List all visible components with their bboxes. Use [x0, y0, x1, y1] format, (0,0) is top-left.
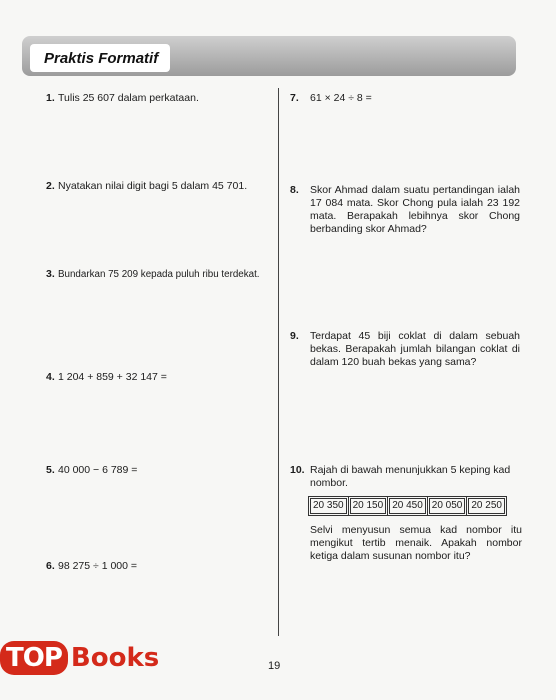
- question-9: [290, 330, 520, 369]
- question-3: [46, 268, 274, 281]
- number-card: 20 150: [350, 498, 387, 514]
- number-card: 20 050: [429, 498, 466, 514]
- column-divider: [278, 88, 279, 636]
- question-number: 8.: [290, 184, 299, 196]
- question-7: [290, 92, 512, 105]
- question-text: Rajah di bawah menunjukkan 5 keping kad nombor.: [310, 464, 511, 489]
- section-title: Praktis Formatif: [30, 44, 170, 72]
- number-card: 20 450: [389, 498, 426, 514]
- question-number: 10.: [290, 464, 305, 476]
- question-number: 2.: [46, 180, 55, 192]
- watermark-logo: [0, 636, 176, 680]
- question-number: 6.: [46, 560, 55, 572]
- question-number: 3.: [46, 268, 55, 280]
- number-card: 20 350: [310, 498, 347, 514]
- question-text: 1 204 + 859 + 32 147 =: [58, 371, 167, 383]
- question-10: [290, 464, 522, 563]
- question-text: 61 × 24 ÷ 8 =: [310, 92, 372, 104]
- question-8: [290, 184, 520, 236]
- question-text: 98 275 ÷ 1 000 =: [58, 560, 138, 572]
- page-number: 19: [268, 660, 281, 672]
- question-2: [46, 180, 268, 193]
- question-text-continued: Selvi menyusun semua kad nombor itu mengikut tertib menaik. Apakah nombor ketiga dalam susunan nombor itu?: [310, 524, 522, 562]
- number-cards: [310, 498, 522, 514]
- logo-books: Books: [70, 643, 160, 673]
- question-text: Terdapat 45 biji coklat di dalam sebuah bekas. Berapakah jumlah bilangan coklat di dalam 120 buah bekas yang sama?: [310, 330, 520, 368]
- question-number: 7.: [290, 92, 299, 104]
- question-text: Tulis 25 607 dalam perkataan.: [58, 92, 199, 104]
- question-text: Nyatakan nilai digit bagi 5 dalam 45 701.: [58, 180, 248, 192]
- question-6: [46, 560, 268, 573]
- number-card: 20 250: [468, 498, 505, 514]
- question-text: Skor Ahmad dalam suatu pertandingan ialah 17 084 mata. Skor Chong pula ialah 23 192 mata. Berapakah lebihnya skor Chong berbanding skor Ahmad?: [310, 184, 520, 235]
- question-5: [46, 464, 268, 477]
- question-4: [46, 371, 268, 384]
- question-number: 1.: [46, 92, 55, 104]
- logo-top: TOP: [0, 641, 68, 675]
- question-number: 9.: [290, 330, 299, 342]
- question-1: [46, 92, 268, 105]
- question-text: Bundarkan 75 209 kepada puluh ribu terdekat.: [58, 269, 260, 280]
- question-text: 40 000 − 6 789 =: [58, 464, 138, 476]
- question-number: 5.: [46, 464, 55, 476]
- question-number: 4.: [46, 371, 55, 383]
